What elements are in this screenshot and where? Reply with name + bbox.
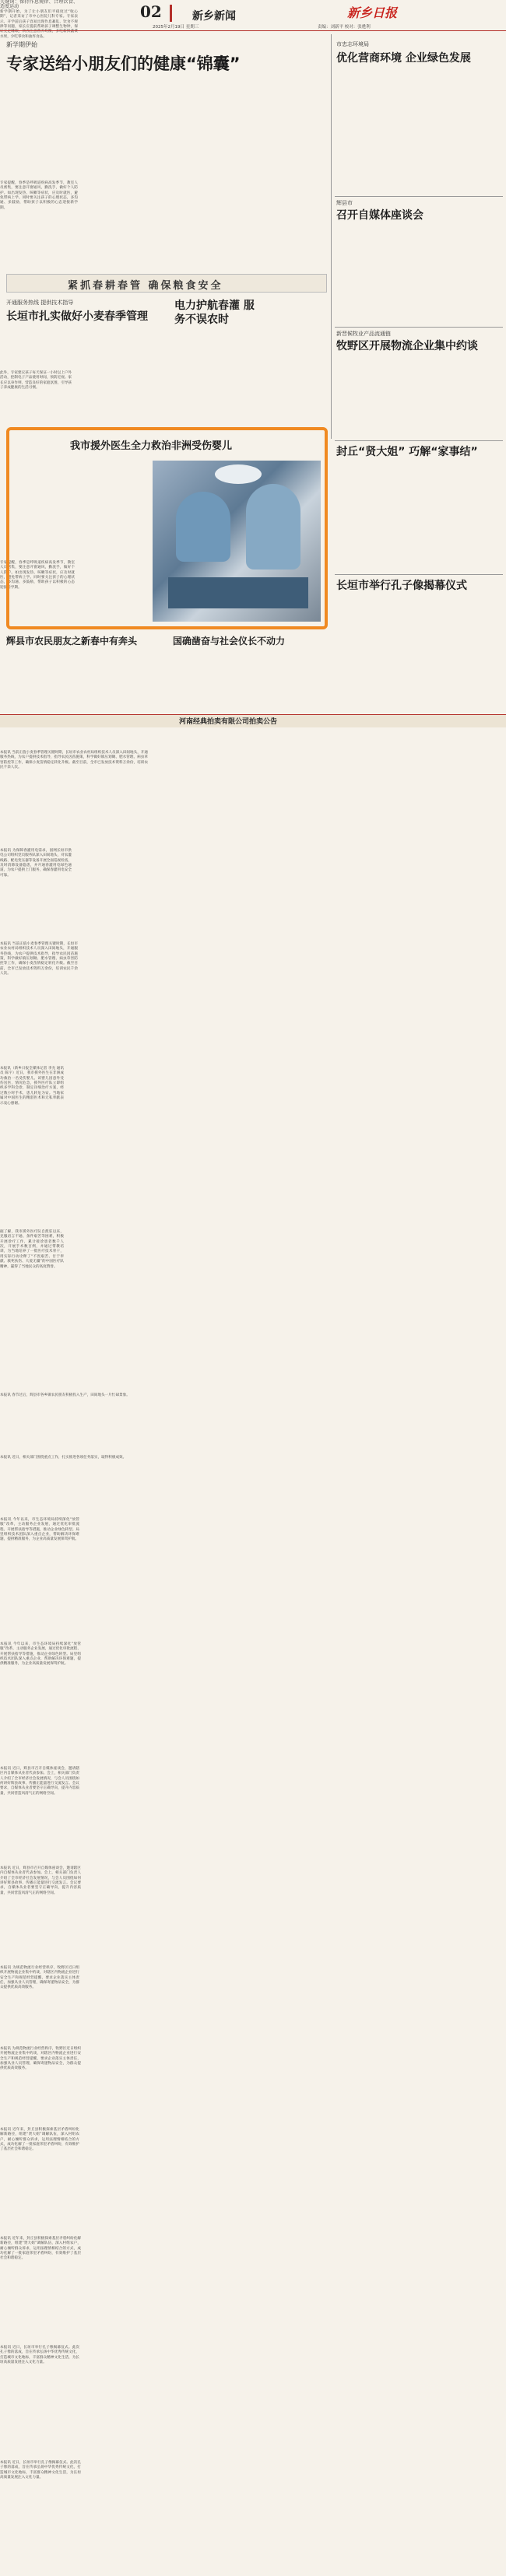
page-number: 02 — [140, 2, 162, 21]
doctor-figure-2 — [246, 484, 300, 570]
left-headline: 专家送给小朋友们的健康“锦囊” — [6, 54, 241, 73]
feature-body-col2: 据了解，我市援外医疗队自派驻以来，克服语言不通、条件艰苦等困难，积极开展诊疗工作，累计接诊患者数千人次，开展手术数百例，并通过带教培训，为当地培养了一批医疗技术骨干，用实际行动诠释了“不畏艰苦、甘于奉献、救死扶伤、大爱无疆”的中国医疗队精神，赢得了当地民众的高度赞誉。 — [0, 1229, 64, 1269]
doctor-figure-1 — [176, 492, 230, 562]
mid-headline-2: 电力护航春灌 服务不误农时 — [174, 300, 255, 326]
editor-credit: 责编：刘新平 校对：张甦利 — [318, 25, 371, 30]
right-body-col2: 本报讯 今年以来，市生态环境局持续深化“放管服”改革，主动服务企业发展，通过优化审批流程、开展帮扶指导等措施，推动企业绿色转型。局里组织技术团队深入重点企业，帮助解决环保难题，提供精准服务，为企业高质量发展保驾护航。 — [0, 1642, 81, 1667]
column-divider — [331, 34, 332, 439]
bottom-mid-body: 本报讯 近日，相关部门围绕重点工作，扎实推进各项任务落实，取得积极成效。 — [0, 1455, 127, 1460]
right-kicker-3: 新晋候牧业产品流通链 — [336, 331, 391, 337]
newspaper-logo: 新乡日报 — [347, 5, 398, 20]
feature-headline: 我市援外医生全力救治非洲受伤婴儿 — [70, 440, 233, 452]
right-kicker-2: 辉县市 — [336, 200, 353, 206]
page-header — [0, 0, 506, 31]
surgery-photo — [153, 461, 321, 622]
mid-kicker: 开通服务热线 提供技术指导 — [6, 300, 74, 306]
left-body-col2: 专家提醒，春季是呼吸道疾病高发季节，教室人员密集，要注意开窗通风，勤洗手，做好个人防护。如出现发热、咳嗽等症状，应及时就医，避免带病上学。同时要关注孩子的心理状态，多沟通、多鼓励，帮助孩子以积极的心态迎接新学期。 — [0, 180, 78, 210]
feature-body-col1: 本报讯（新乡日报全媒体记者 李允 通讯员 陈宇）近日，我市援外医生在非洲成功救治一名受伤婴儿。该婴儿因意外受伤送医，情况危急，援外医疗队立即组织多学科会诊，制定详细治疗方案，经过数小时手术，患儿转危为安。当地家属对中国医生的精湛医术和无私奉献表示衷心感谢。 — [0, 1066, 64, 1106]
surgical-lamp — [215, 464, 262, 484]
right-headline-5: 长垣市举行孔子像揭幕仪式 — [336, 580, 467, 592]
auction-title: 河南经典拍卖有限公司拍卖公告 — [179, 718, 278, 726]
right-body-col1: 本报讯 今年以来，市生态环境局持续深化“放管服”改革，主动服务企业发展，通过优化审批流程、开展帮扶指导等措施，推动企业绿色转型。局里组织技术团队深入重点企业，帮助解决环保难题，提供精准服务，为企业高质量发展保驾护航。 — [0, 1517, 79, 1542]
right-headline-4: 封丘“贤大姐” 巧解“家事结” — [336, 446, 478, 458]
issue-date: 2025年2月19日 星期三 — [153, 25, 199, 30]
divider — [335, 196, 503, 197]
bottom-mid-headline: 国确凿奋与社会仪长不动力 — [173, 636, 286, 647]
right-body-2b: 本报讯 近日，辉县市召开自媒体座谈会，邀请辖区内自媒体从业者代表参加。会上，相关部门负责人介绍了全市经济社会发展情况，与会人员围绕如何讲好辉县故事、传播正能量进行交流发言。会议要求，自媒体从业者要坚守正确导向，提升内容质量，共同营造风清气正的网络空间。 — [0, 1866, 81, 1895]
section-title: 新乡新闻 — [192, 10, 236, 23]
left-kicker: 新学期伊始 — [6, 41, 37, 48]
operating-table — [168, 577, 308, 608]
right-body-3b: 本报讯 为规范物流行业经营秩序，牧野区近日组织开展物流企业集中约谈，对辖区内物流企业进行安全生产和规范经营提醒，要求企业落实主体责任，加强从业人员管理，确保寄递物品安全，为群众提供优质高效服务。 — [0, 2046, 81, 2071]
left-subtitle: 关键词：保持作息规律、合理饮食、适度运动 — [0, 0, 78, 10]
right-headline: 优化营商环境 企业绿色发展 — [336, 52, 471, 65]
left-body-col1: 新学期开始，为了让小朋友们平稳度过“收心期”，记者采访了市中心医院儿科专家。专家表示，开学前后孩子容易出现作息紊乱、饮食不规律等问题，家长应提前帮助孩子调整生物钟，保证充足睡眠，饮食注意营养均衡，多吃新鲜蔬菜水果，少吃零食和油炸食品。 — [0, 9, 78, 39]
header-bar — [170, 5, 172, 22]
divider — [335, 327, 503, 328]
right-body-2a: 本报讯 近日，辉县市召开自媒体座谈会，邀请辖区内自媒体从业者代表参加。会上，相关部门负责人介绍了全市经济社会发展情况，与会人员围绕如何讲好辉县故事、传播正能量进行交流发言。会议要求，自媒体从业者要坚守正确导向，提升内容质量，共同营造风清气正的网络空间。 — [0, 1766, 79, 1796]
right-body-3a: 本报讯 为规范物流行业经营秩序，牧野区近日组织开展物流企业集中约谈，对辖区内物流企业进行安全生产和规范经营提醒，要求企业落实主体责任，加强从业人员管理，确保寄递物品安全，为群众提供优质高效服务。 — [0, 1965, 79, 1990]
right-body-4a: 本报讯 近年来，封丘县积极探索基层矛盾纠纷化解新路径，组建“贤大姐”调解队伍，深入村组农户，耐心倾听群众诉求，运用法理情相结合的方式，成功化解了一批家庭邻里矛盾纠纷，有效维护了基层社会和谐稳定。 — [0, 2127, 79, 2152]
mid-body-3: 本报讯 当前正值小麦春季管理关键时期，长垣市农业农村局组织技术人员深入田间地头，开通服务热线，为农户提供技术指导，指导农民因苗施策，科学做好镇压划锄、肥水管理、病虫草害防控等工作，确保小麦苗情稳定转化升级。截至目前，全市已发放技术资料万余份，培训农民千余人次。 — [0, 941, 78, 976]
theme-banner — [6, 274, 327, 293]
divider — [335, 440, 503, 441]
right-headline-2: 召开自媒体座谈会 — [336, 209, 423, 222]
divider — [335, 574, 503, 575]
bottom-left-headline: 辉县市农民朋友之新春中有奔头 — [6, 636, 138, 647]
mid-body-2: 本报讯 为保障春灌用电需求，国网长垣市供电公司组织党员服务队深入田间地头，对农灌线路、配电变压器等设备开展全面巡视检查，及时消除设备隐患，并开通春灌用电绿色通道，为农户提供上门服务，确保春灌用电安全可靠。 — [0, 848, 72, 878]
left-body-col4: 专家提醒，春季是呼吸道疾病高发季节，教室人员密集，要注意开窗通风，勤洗手，做好个人防护。如出现发热、咳嗽等症状，应及时就医，避免带病上学。同时要关注孩子的心理状态，多沟通、多鼓励，帮助孩子以积极的心态迎接新学期。 — [0, 560, 75, 590]
bottom-left-body: 本报讯 春节过后，辉县市各乡镇农民朋友积极投入生产，田间地头一片忙碌景象。 — [0, 1393, 130, 1397]
banner-text: 紧抓春耕春管 确保粮食安全 — [68, 280, 223, 292]
right-body-5b: 本报讯 近日，长垣市举行孔子像揭幕仪式。此次孔子像的落成，旨在传承弘扬中华优秀传统文化，打造城市文化地标，丰富群众精神文化生活，为长垣高质量发展注入文化力量。 — [0, 2460, 81, 2480]
right-headline-3: 牧野区开展物流企业集中约谈 — [336, 340, 478, 352]
right-kicker: 市忠志环境局 — [336, 41, 369, 47]
right-body-5a: 本报讯 近日，长垣市举行孔子像揭幕仪式。此次孔子像的落成，旨在传承弘扬中华优秀传统文化，打造城市文化地标，丰富群众精神文化生活，为长垣高质量发展注入文化力量。 — [0, 2345, 79, 2365]
right-body-4b: 本报讯 近年来，封丘县积极探索基层矛盾纠纷化解新路径，组建“贤大姐”调解队伍，深入村组农户，耐心倾听群众诉求，运用法理情相结合的方式，成功化解了一批家庭邻里矛盾纠纷，有效维护了基层社会和谐稳定。 — [0, 2236, 81, 2261]
mid-body: 本报讯 当前正值小麦春季管理关键时期，长垣市农业农村局组织技术人员深入田间地头，开通服务热线，为农户提供技术指导，指导农民因苗施策，科学做好镇压划锄、肥水管理、病虫草害防控等工作，确保小麦苗情稳定转化升级。截至目前，全市已发放技术资料万余份，培训农民千余人次。 — [0, 750, 148, 770]
left-body-col3: 此外，专家建议孩子每天保证一小时以上户外活动，控制电子产品使用时间，预防近视。家长应以身作则，营造良好的家庭氛围，引导孩子养成健康的生活习惯。 — [0, 370, 72, 391]
mid-headline: 长垣市扎实做好小麦春季管理 — [6, 310, 148, 323]
